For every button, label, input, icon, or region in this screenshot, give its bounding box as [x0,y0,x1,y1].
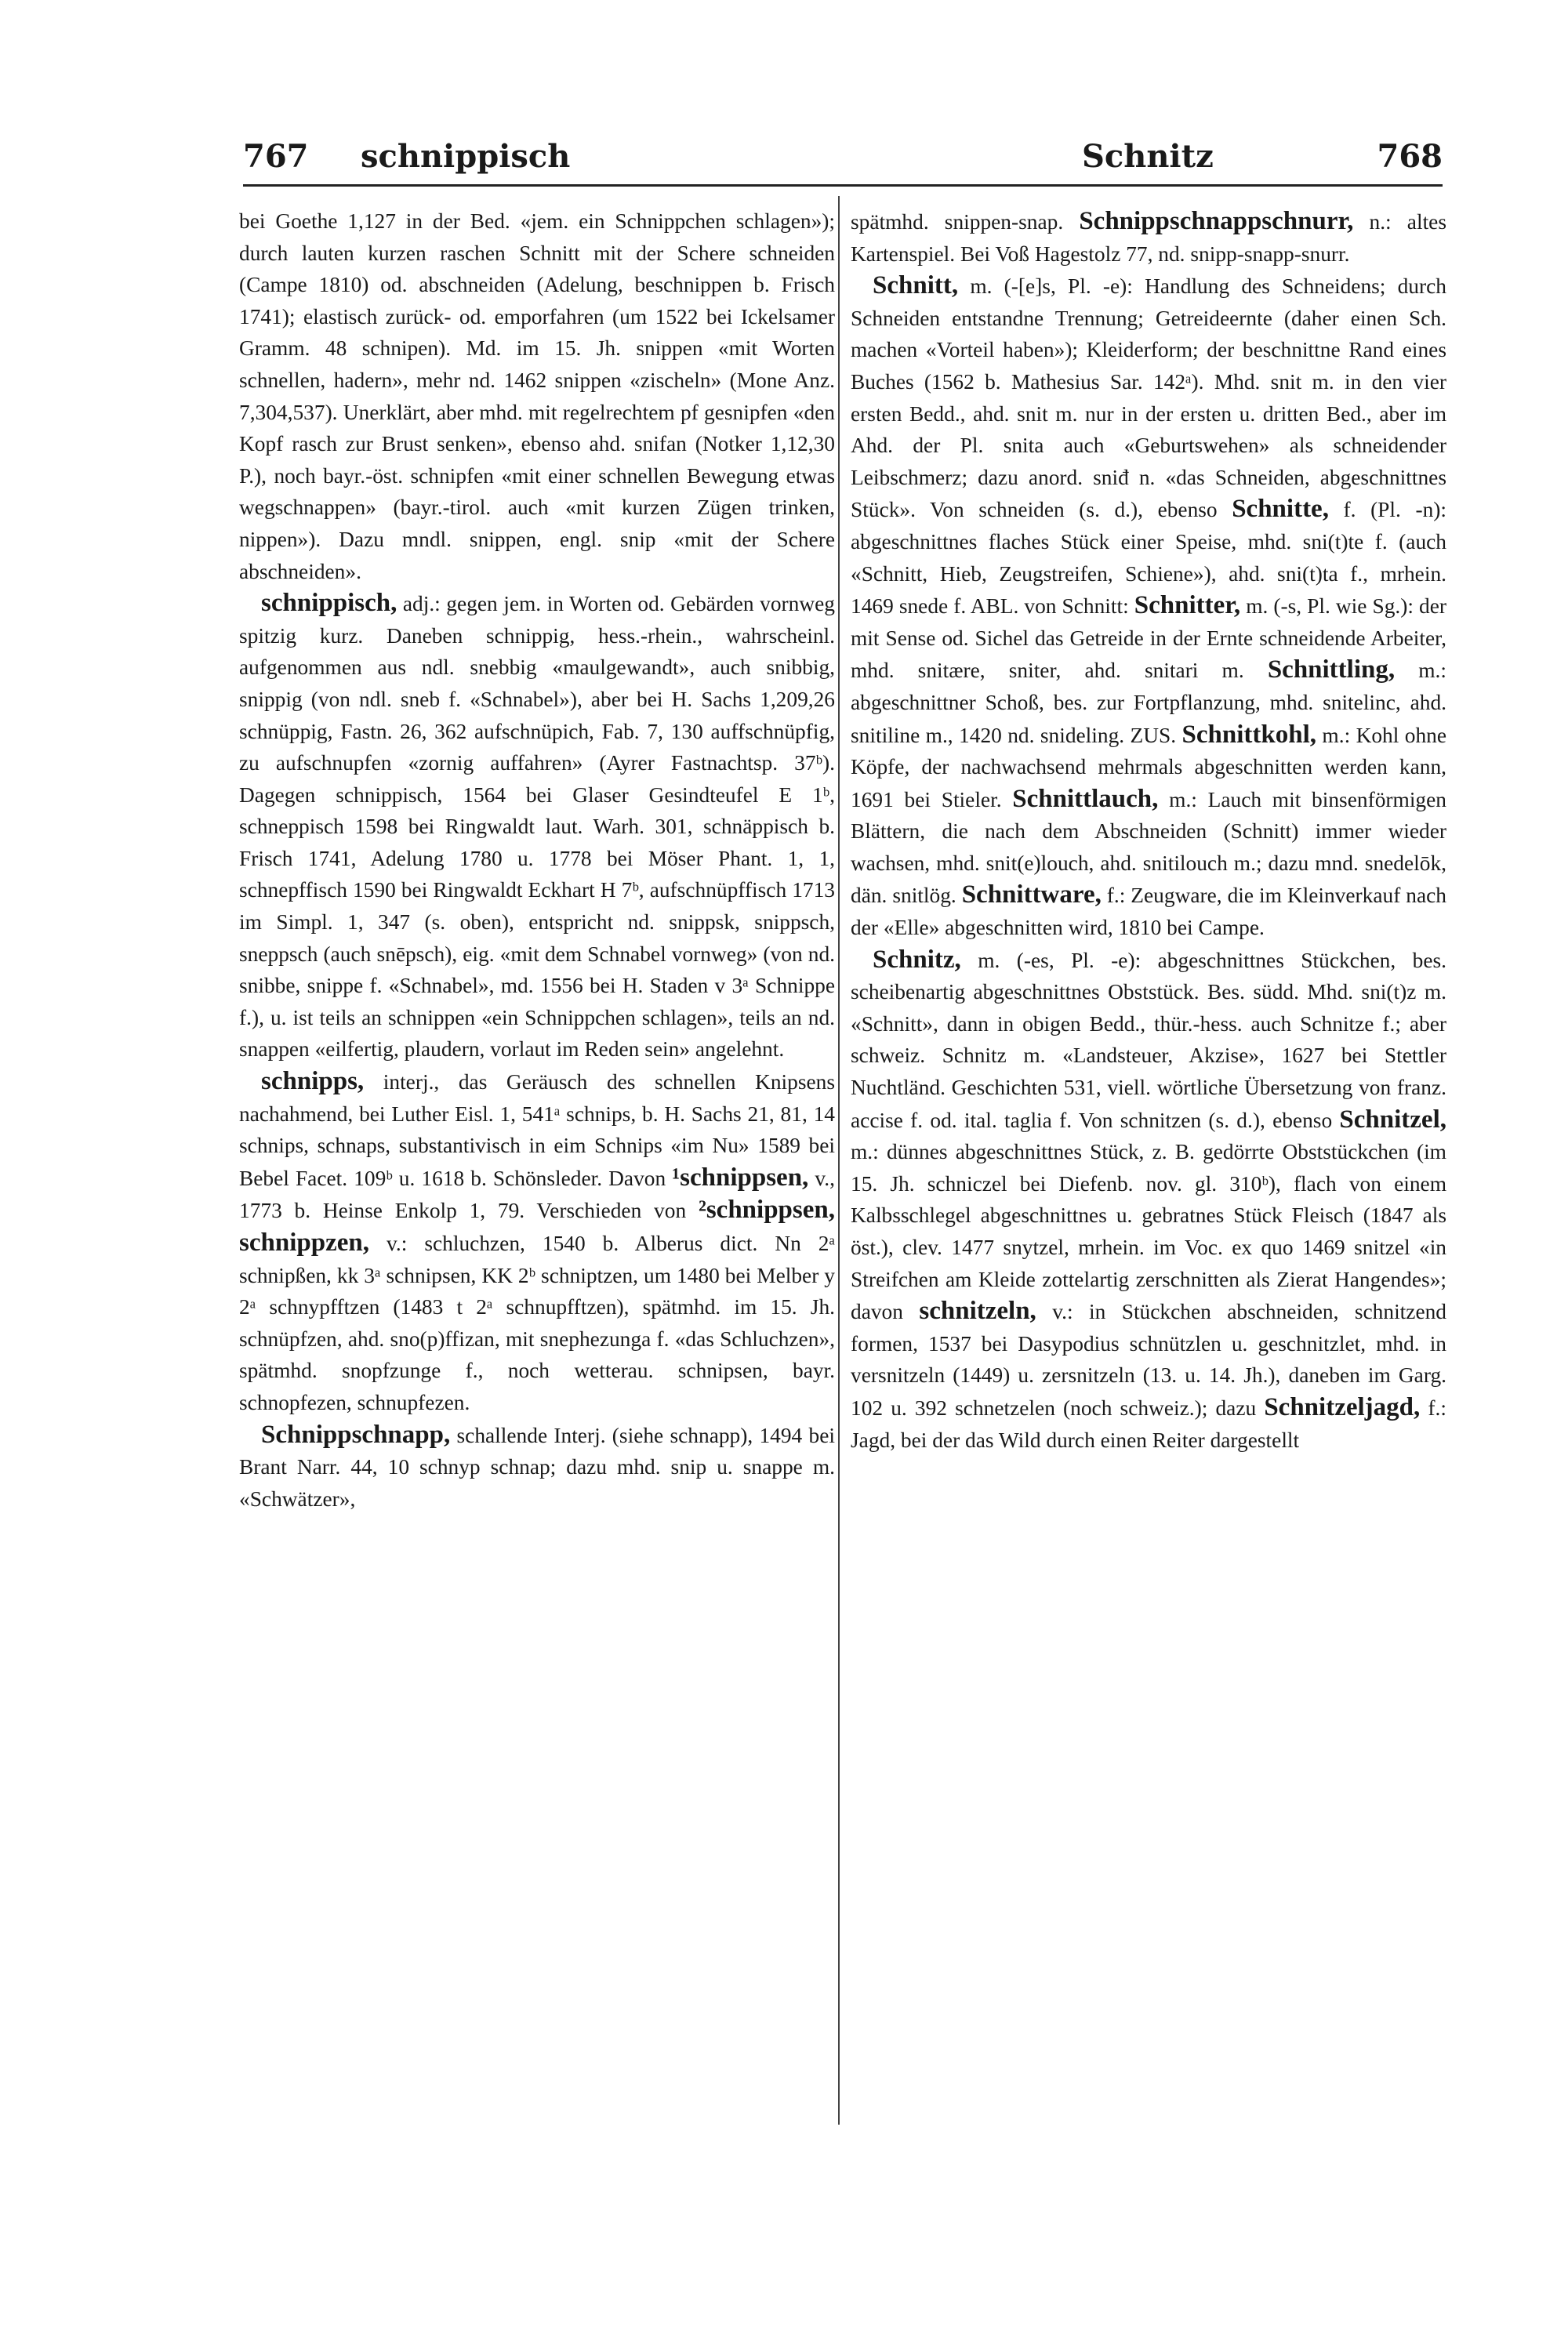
left-page-number: 767 [243,138,309,175]
column-divider [838,196,840,2125]
entry-text: schallende Interj. (siehe schnapp), 1494 bei Brant Narr. 44, 10 schnyp schnap; dazu mhd. snip u. snappe m. «Schwätzer», [239,1423,835,1511]
headword: Schnittlauch, [1012,784,1159,813]
headword: Schnippschnappschnurr, [1079,207,1354,235]
headword: schnitzeln, [919,1297,1036,1326]
headword: Schnitz, [873,945,961,974]
entry-text: v.: in Stückchen abschneiden, schnitzend formen, 1537 bei Dasypodius schnützlen u. geschnitzlet, mhd. in versnitzeln (1449) u. zersnitzeln (13. u. 14. Jh.), daneben im Garg. 102 u. 392 schnetzelen (noch schweiz.); dazu [851,1300,1446,1420]
headword: Schnittkohl, [1181,720,1317,749]
entry-text: v., 1773 b. Heinse Enkolp 1, 79. Verschieden von [239,1166,836,1223]
entry-text: m.: dünnes abgeschnittnes Stück, z. B. gedörrte Obststückchen (im 15. Jh. schniczel bei Diefenb. nov. gl. 310ᵇ), flach von einem Kalbsschlegel abgeschnittnes u. gebratnes Stück Fleisch (1847 als öst.), clev. 1477 snytzel, mrhein. im Voc. ex quo 1469 snitzel «in Streifchen am Kleide zottelartig zerschnitten als Zierat Hangendes»; davon [851,1140,1446,1324]
headword: Schnittware, [961,880,1102,909]
headword: Schnittling, [1267,655,1396,684]
entry-text: spätmhd. snippen-snap. [851,210,1064,234]
entry-text: f.: Zeugware, die im Kleinverkauf nach der «Elle» abgeschnitten wird, 1810 bei Campe. [851,884,1446,940]
entry-text: m. (-[e]s, Pl. -e): Handlung des Schneidens; durch Schneiden entstandne Trennung; Getreideernte (daher einen Sch. machen «Vorteil haben»); Kleiderform; der beschnittne Rand eines Buches (1562 b. Mathesius Sar. 142ᵃ). Mhd. snit m. in den vier ersten Bedd., ahd. snit m. nur in der ersten u. dritten Bed., aber im Ahd. der Pl. snita auch «Geburtswehen» als schneidender Leibschmerz; dazu anord. sniđ n. «das Schneiden, abgeschnittnes Stück». Von schneiden (s. d.), ebenso [851,274,1446,522]
continued-entry-text [851,205,1446,270]
entry-schnippisch [239,587,835,1065]
entry-schnitz [851,944,1446,1457]
entry-text: f.: Jagd, bei der das Wild durch einen Reiter dargestellt [851,1396,1446,1452]
header-rule [243,184,1443,187]
headword: ²schnippsen, schnippzen, [239,1196,835,1257]
entry-text: v.: schluchzen, 1540 b. Alberus dict. Nn 2ᵃ schnipßen, kk 3ᵃ schnipsen, KK 2ᵇ schniptzen, um 1480 bei Melber y 2ᵃ schnypfftzen (1483 t 2ᵃ schnupfftzen), spätmhd. im 15. Jh. schnüpfzen, ahd. sno(p)ffizan, mit snephezunga f. «das Schluchzen», spätmhd. snopfzunge f., noch wetterau. schnipsen, bayr. schnopfezen, schnupfezen. [239,1232,835,1414]
headword: Schnitte, [1232,495,1329,524]
continued-entry-text: bei Goethe 1,127 in der Bed. «jem. ein Schnippchen schlagen»); durch lauten kurzen raschen Schnitt mit der Schere schneiden (Campe 1810) od. abschneiden (Adelung, beschnippen b. Frisch 1741); elastisch zurück- od. emporfahren (um 1522 bei Ickelsamer Gramm. 48 schnipen). Md. im 15. Jh. snippen «mit Worten schnellen, hadern», mehr nd. 1462 snippen «zischeln» (Mone Anz. 7,304,537). Unerklärt, aber mhd. mit regelrechtem pf gesnipfen «den Kopf rasch zur Brust senken», ebenso ahd. snifan (Notker 1,12,30 P.), noch bayr.-öst. schnipfen «mit einer schnellen Bewegung etwas wegschnappen» (bayr.-tirol. auch «mit kurzen Zügen trinken, nippen»). Dazu mndl. snippen, engl. snip «mit der Schere abschneiden». [239,209,835,583]
right-page-header [847,133,1443,180]
headword: Schnitt, [873,271,959,300]
headword: schnippisch, [261,589,397,618]
right-column [851,205,1446,1456]
left-column [239,205,835,1515]
headword: Schnitter, [1134,591,1241,620]
entry-text: interj., das Geräusch des schnellen Knipsens nachahmend, bei Luther Eisl. 1, 541ᵃ schnips, b. H. Sachs 21, 81, 14 schnips, schnaps, substantivisch in eim Schnips «im Nu» 1589 bei Bebel Facet. 109ᵇ u. 1618 b. Schönsleder. Davon [239,1070,835,1190]
entry-text: n.: altes Kartenspiel. Bei Voß Hagestolz 77, nd. snipp-snapp-snurr. [851,210,1446,266]
headword: Schnitzeljagd, [1264,1392,1421,1421]
headword: Schnitzel, [1339,1105,1446,1134]
headword: ¹schnippsen, [672,1163,809,1192]
entry-text: m.: abgeschnittner Schoß, bes. zur Fortpflanzung, mhd. snitelinc, ahd. snitiline m., 1420 nd. snideling. ZUS. [851,659,1446,747]
entry-text: adj.: gegen jem. in Worten od. Gebärden vornweg spitzig kurz. Daneben schnippig, hess.-rhein., wahrscheinl. aufgenommen aus ndl. snebbig «maulgewandt», auch snibbig, snippig (von ndl. sneb f. «Schnabel»), aber bei H. Sachs 1,209,26 schnüppig, Fastn. 26, 362 aufschnüpich, Fab. 7, 130 auffschnüpfig, zu aufschnupfen «zornig auffahren» (Ayrer Fastnachtsp. 37ᵇ). Dagegen schnippisch, 1564 bei Glaser Gesindteufel E 1ᵇ, schneppisch 1598 bei Ringwaldt laut. Warh. 301, schnäppisch b. Frisch 1741, Adelung 1780 u. 1778 bei Möser Phant. 1, 1, schnepffisch 1590 bei Ringwaldt Eckhart H 7ᵇ, aufschnüpffisch 1713 im Simpl. 1, 347 (s. oben), entspricht nd. snippsk, snippsch, sneppsch (auch snēpsch), eig. «mit dem Schnabel vornweg» (von nd. snibbe, snippe f. «Schnabel», md. 1556 bei H. Staden v 3ᵃ Schnippe f.), u. ist teils an schnippen «ein Schnippchen schlagen», teils an nd. snappen «eilfertig, plaudern, vorlaut im Reden sein» angelehnt. [239,592,835,1062]
entry-schnitt [851,270,1446,943]
entry-schnippschnapp [239,1419,835,1515]
entry-text: m.: Kohl ohne Köpfe, der nachwachsend mehrmals abgeschnitten werden kann, 1691 bei Stieler. [851,723,1446,811]
entry-schnipps [239,1065,835,1419]
left-page-header [243,133,855,180]
right-running-head: Schnitz [1082,138,1214,175]
headword: Schnippschnapp, [261,1420,451,1449]
headword: schnipps, [261,1067,365,1096]
left-running-head: schnippisch [361,138,571,175]
entry-text: m.: Lauch mit binsenförmigen Blättern, die nach dem Abschneiden (Schnitt) immer wieder wachsen, mhd. snit(e)louch, ahd. snitilouch m.; dazu mnd. snedelōk, dän. snitlög. [851,787,1446,908]
right-page-number: 768 [1377,138,1443,175]
entry-text: m. (-s, Pl. wie Sg.): der mit Sense od. Sichel das Getreide in der Ernte schneidende Arbeiter, mhd. snitære, sniter, ahd. snitari m. [851,594,1446,683]
entry-text: m. (-es, Pl. -e): abgeschnittnes Stückchen, bes. scheibenartig abgeschnittnes Obststück. Bes. südd. Mhd. sni(t)z m. «Schnitt», dann in obigen Bedd., thür.-hess. auch Schnitze f.; aber schweiz. Schnitz m. «Landsteuer, Akzise», 1627 bei Stettler Nuchtländ. Geschichten 531, viell. wörtliche Übersetzung von franz. accise f. od. ital. taglia f. Von schnitzen (s. d.), ebenso [851,948,1446,1132]
entry-text: f. (Pl. -n): abgeschnittnes flaches Stück einer Speise, mhd. sni(t)te f. (auch «Schnitt, Hieb, Zeugstreifen, Schiene»), ahd. sni(t)ta f., mrhein. 1469 snede f. ABL. von Schnitt: [851,498,1446,619]
